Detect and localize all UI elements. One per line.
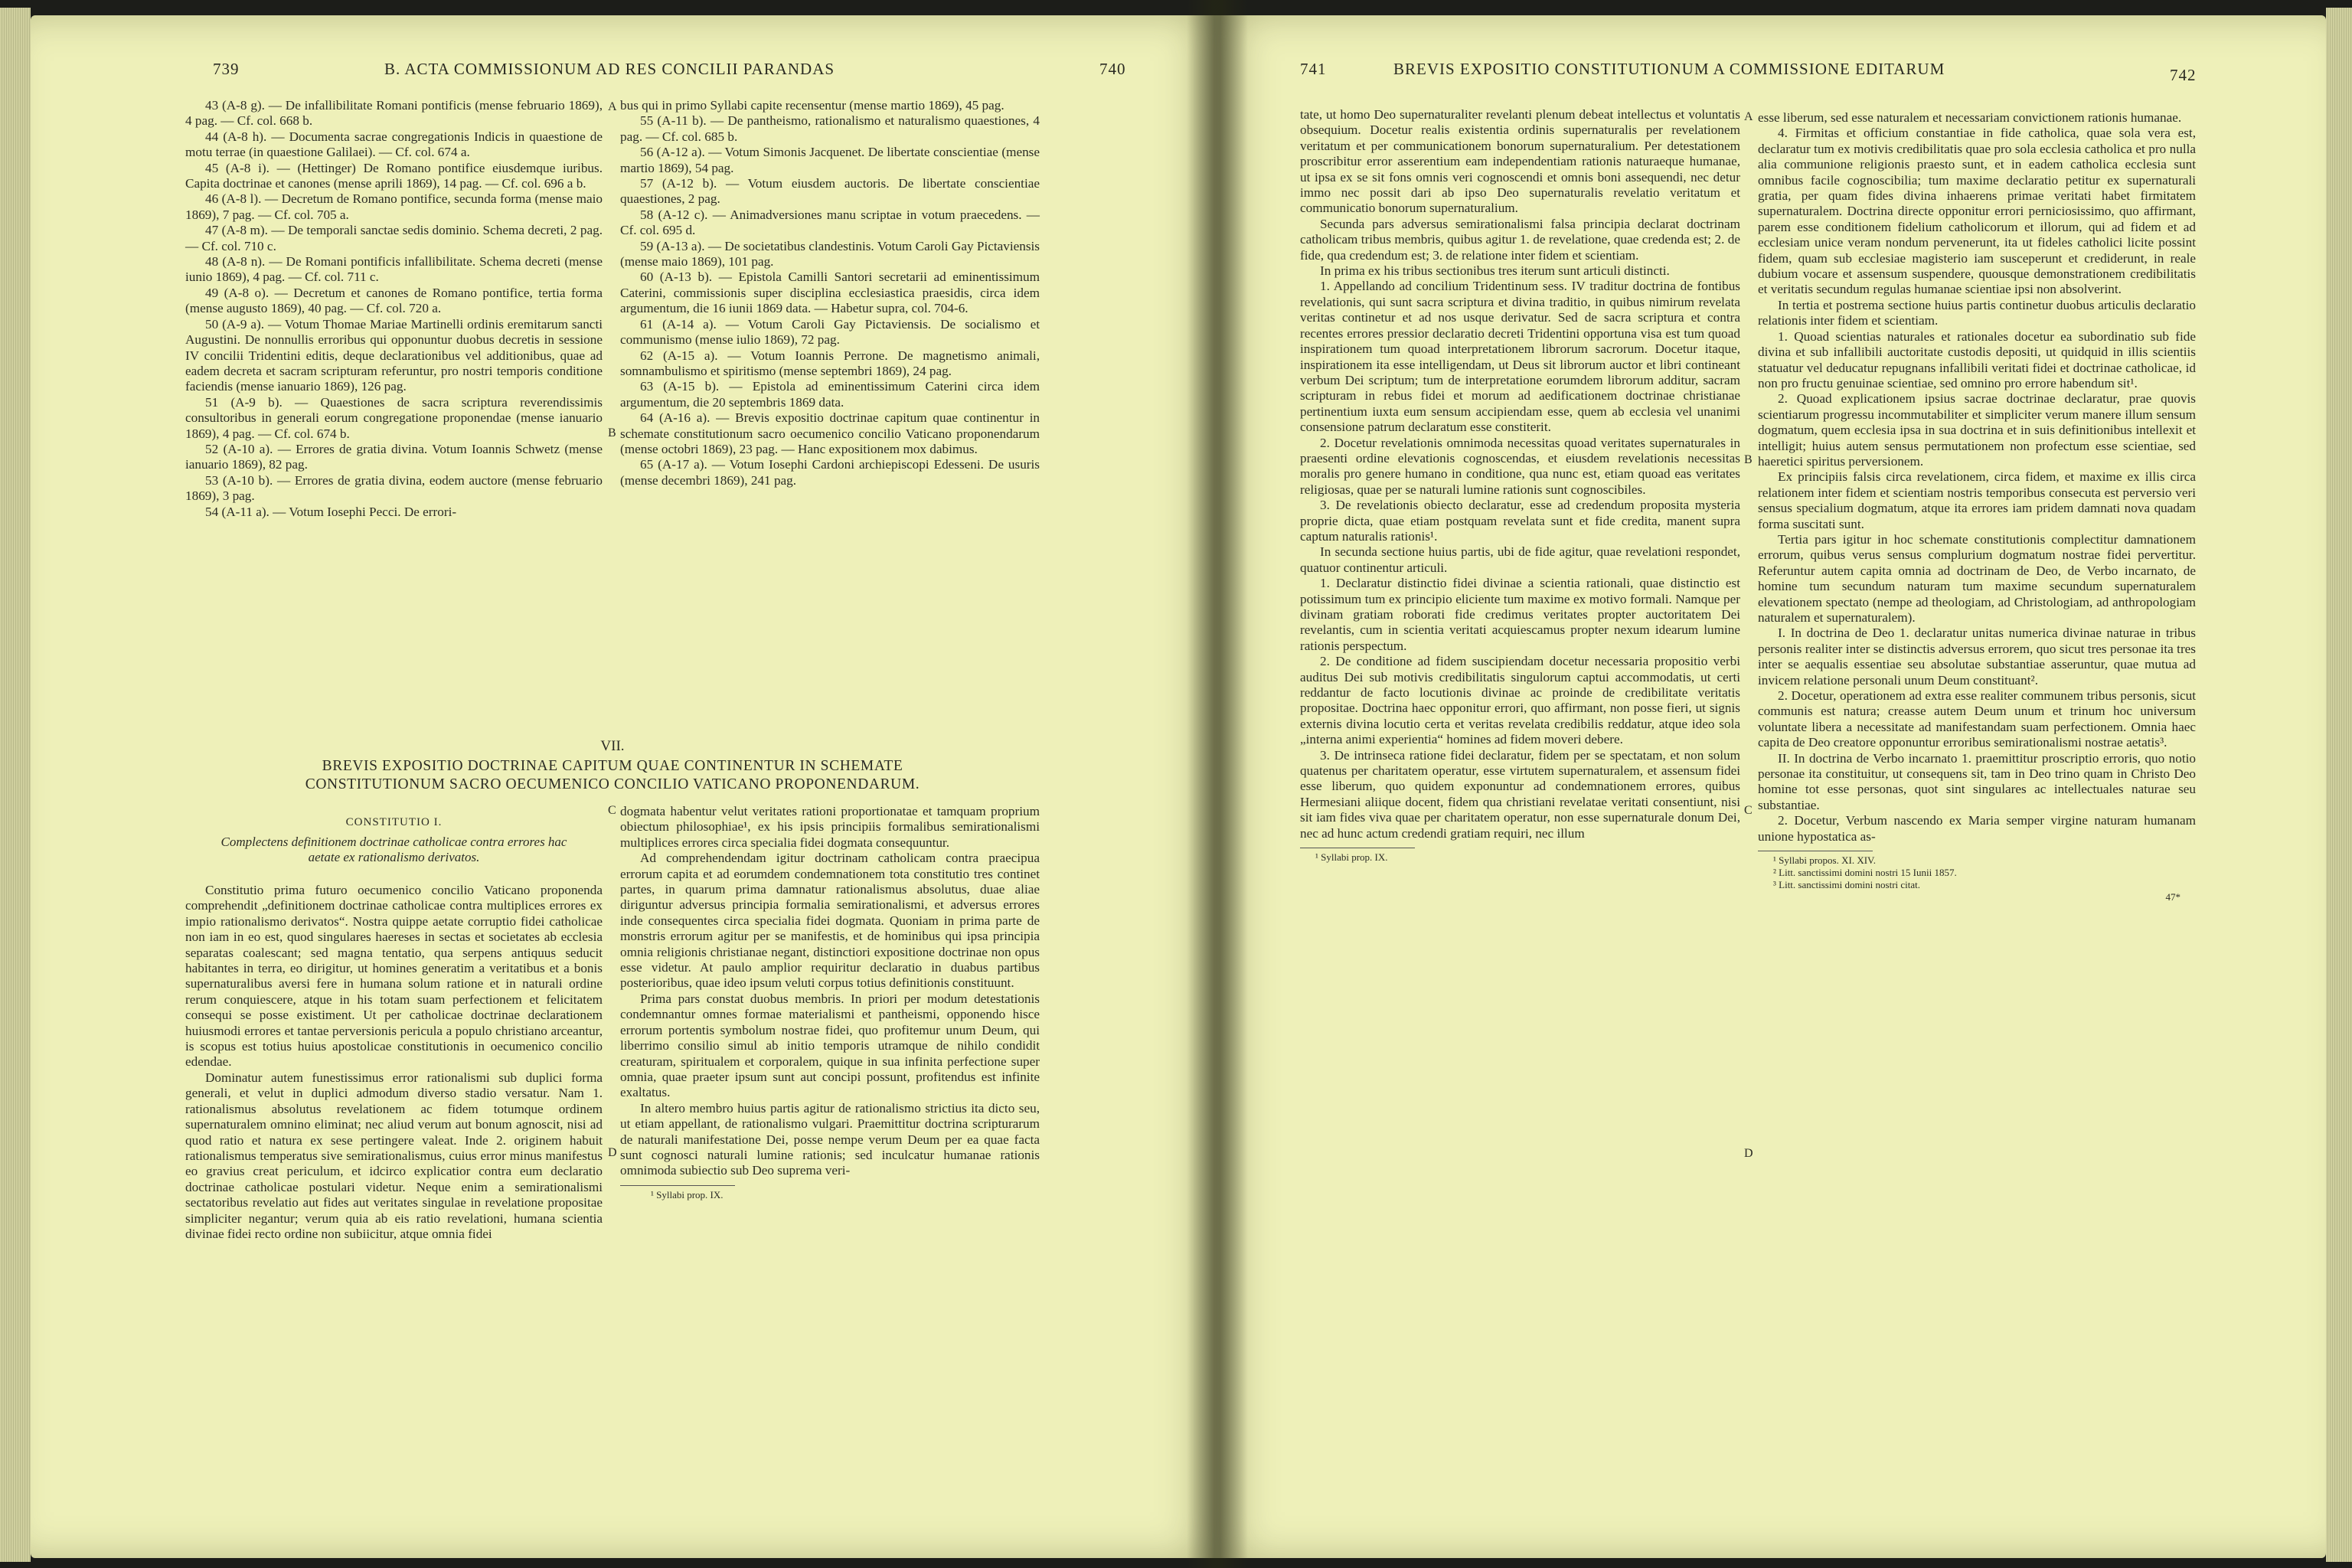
list-item: 45 (A-8 i). — (Hettinger) De Romano pontifice eiusdemque iuribus. Capita doctrinae et canones (mense aprili 1869), 14 pag. — Cf. col. 696 a b. — [185, 160, 603, 191]
list-item: 57 (A-12 b). — Votum eiusdem auctoris. De libertate conscientiae quaestiones, 2 pag. — [620, 176, 1040, 207]
list-item: 63 (A-15 b). — Epistola ad eminentissimum Caterini circa idem argumentum, die 20 septembris 1869 data. — [620, 379, 1040, 410]
page-number-739: 739 — [213, 60, 240, 78]
left-page — [31, 15, 1219, 1558]
footnote: ¹ Syllabi prop. IX. — [1315, 851, 1388, 864]
paragraph: 2. De conditione ad fidem suscipiendam docetur necessaria propositio verbi auditus Dei sub motivis credibilitatis singulorum captui accommodatis, ut certi reddantur de facto locutionis divinae ac proinde de credibilitate veritatis propositae. Doctrina haec opponitur errori, quo affirmant, non posse fieri, ut signis externis divina locutio certa et veritas revelata credibilis reddatur, atque ideo sola „interna animi experientia“ homines ad fidem moveri debere. — [1300, 654, 1740, 747]
paragraph: Ad comprehendendam igitur doctrinam catholicam contra praecipua errorum capita et ad eorumdem condemnationem tota constitutio tres continet partes, in quarum prima damnatur rationalismus absolutus, duae aliae diriguntur adversus principia formalia semirationalismi, et adversus errores inde consequentes circa specialia fidei dogmata. Quoniam in prima parte de monstris errorum agitur per se manifestis, et de hominibus qui ipsa principia omnia religionis christianae negant, distinctiori expositione doctrinae non opus esse videtur. At paulo amplior requiritur declaratio in duabus partibus posterioribus, quae ideo ipsum veluti corpus totius definitionis constituunt. — [620, 851, 1040, 991]
section-number: VII. — [600, 738, 625, 754]
list-item: bus qui in primo Syllabi capite recensentur (mense martio 1869), 45 pag. — [620, 98, 1004, 113]
paragraph: 1. Appellando ad concilium Tridentinum sess. IV traditur doctrina de fontibus revelationis, qui sunt sacra scriptura et divina traditio, in quibus nimirum revelata veritas continetur et ad nos usque derivatur. Sed de sacra scriptura et contra recentes errores pressior declaratio decreti Tridentini opportuna visa est tum quoad inspirationem tum quoad interpretationem librorum sacrorum. Docetur itaque, inspirationem ita esse intelligendam, ut Deus sit librorum auctor et libri contineant verbum Dei scriptum; tum de interpretatione eorumdem librorum additur, sacram scripturam in rebus fidei et morum ad aedificationem doctrinae christianae pertinentium iuxta eum sensum accipiendam esse, quem ab ecclesia vel unanimi consensione patrum declaratum esse constiterit. — [1300, 279, 1740, 435]
margin-letter-d: D — [1744, 1147, 1753, 1160]
paragraph: Dominatur autem funestissimus error rationalismi sub duplici forma generali, et velut in duplici admodum diverso stadio versatur. Nam 1. rationalismus absolutus revelationem ac fidem totumque ordinem supernaturalem omnino eliminat; nec aliud verum aut bonum agnoscit, nisi ad quod ratio et natura ex sese pertingere valeat. Inde 2. originem habuit rationalismus temperatus sive semirationalismus, cuius error minus manifestus eo gravius creat periculum, et idcirco explicatior contra eum declaratio doctrinae catholicae postulari videtur. Neque enim a semirationalismi sectatoribus revelatio aut fides aut veritates singulae in revelatione propositae simpliciter negantur; verum quia ab eis ratio revelationi, humana scientia divinae fidei recto ordine non subiicitur, atque omnia fidei — [185, 1070, 603, 1241]
paragraph: 1. Declaratur distinctio fidei divinae a scientia rationali, quae distinctio est potissimum tum ex principio eliciente tum maxime ex motivo formali. Namque per divinam gratiam roborati fide credimus veritates propter auctoritatem Dei revelantis, cum in scientia veritati acquiescamus propter nexum idearum lumine rationis perspectum. — [1300, 576, 1740, 653]
left-column-2 — [620, 98, 1040, 488]
paragraph: 3. De intrinseca ratione fidei declaratur, fidem per se spectatam, et non solum quatenus per charitatem operatur, esse virtutem supernaturalem, et assensum fidei esse liberum, quo quidem exponuntur ad condemnationem errores, quibus Hermesiani aliique docent, fidem qua christiani revelatae veritati consentiunt, nisi sit iam fides viva quae per charitatem operatur, non esse supernaturale donum Dei, nec ad hunc actum credendi gratiam requiri, nec illum — [1300, 747, 1740, 841]
page-edges-left — [0, 8, 31, 1562]
list-item: 50 (A-9 a). — Votum Thomae Mariae Martinelli ordinis eremitarum sancti Augustini. De nonnullis erroribus qui opponuntur duobus decretis in sessione IV concilii Tridentini editis, deque declarationibus vel additionibus, quae ad eadem decreta et sacram scripturam referuntur, pro nostri temporis conditione faciendis (mense ianuario 1869), 126 pag. — [185, 316, 603, 394]
footnote: ¹ Syllabi propos. XI. XIV. — [1773, 854, 1877, 867]
list-item: 61 (A-14 a). — Votum Caroli Gay Pictaviensis. De socialismo et communismo (mense iulio 1869), 72 pag. — [620, 316, 1040, 348]
paragraph: 4. Firmitas et officium constantiae in fide catholica, quae sola vera est, declaratur tum ex motivis credibilitatis quae pro sola ecclesia catholica et pro nulla alia communione religionis praesto sunt, et in eadem catholica ecclesia sunt omnibus facile cognoscibilia; tum maxime declaratio petitur ex supernaturali gratia, per quam fides divina inhaerens primae veritati habet firmitatem supernaturalem. Doctrina directe opponitur errori perniciosissimo, quo affirmant, parem esse conditionem fidelium catholicorum et illorum, qui ad fidem et ad ecclesiam unice veram nondum pervenerunt, ita ut fideles catholici licite possint fidem, quam sub ecclesiae magisterio iam susceperunt et crediderunt, in reale dubium vocare et assensum suspendere, quousque demonstrationem credibilitatis et veritatis secundum regulas humanae scientiae ipsi non absolverint. — [1758, 126, 2196, 297]
margin-letter-c: C — [608, 804, 616, 817]
margin-letter-b: B — [1744, 453, 1753, 466]
list-item: 47 (A-8 m). — De temporali sanctae sedis dominio. Schema decreti, 2 pag. — Cf. col. 710 c. — [185, 223, 603, 253]
margin-letter-d: D — [608, 1146, 617, 1159]
left-column-4 — [620, 804, 1040, 1201]
signature-mark: 47* — [2165, 891, 2180, 903]
paragraph: 2. Docetur, Verbum nascendo ex Maria semper virgine naturam humanam unione hypostatica as- — [1758, 813, 2196, 844]
list-item: 52 (A-10 a). — Errores de gratia divina. Votum Ioannis Schwetz (mense ianuario 1869), 82 pag. — [185, 441, 603, 472]
list-item: 58 (A-12 c). — Animadversiones manu scriptae in votum praecedens. — Cf. col. 695 d. — [620, 207, 1040, 238]
paragraph: Secunda pars adversus semirationalismi falsa principia declarat doctrinam catholicam tribus membris, quibus agitur 1. de revelatione, quae credenda est; 2. de fide, qua credendum est; 3. de relatione inter fidem et scientiam. — [1300, 216, 1740, 263]
paragraph: In altero membro huius partis agitur de rationalismo strictius ita dicto seu, ut etiam appellant, de rationalismo vulgari. Praemittitur doctrina scripturarum de naturali manifestatione Dei, posse nempe verum Deum per ea quae facta sunt cognosci naturali lumine rationis; sed inculcatur humanae rationis omnimoda subiectio sub Deo suprema veri- — [620, 1100, 1040, 1178]
footnote: ³ Litt. sanctissimi domini nostri citat. — [1773, 879, 1921, 891]
paragraph: 2. Quoad explicationem ipsius sacrae doctrinae declaratur, prae quovis scientiarum progressu incommutabiliter et simpliciter verum manere illum sensum dogmatum, quem ecclesia ipsa in sua doctrina et in suis definitionibus intellexit et intelligit; huius autem sensus permutationem non profectum esse scientiae, sed haeretici spiritus perversionem. — [1758, 391, 2196, 469]
right-column-2 — [1758, 110, 2196, 903]
constitution-heading: CONSTITUTIO I. — [345, 816, 443, 828]
list-item: 60 (A-13 b). — Epistola Camilli Santori secretarii ad eminentissimum Caterini, commissionis super disciplina ecclesiastica praesidis, circa idem argumentum, die 16 iunii 1869 data. — Habetur supra, col. 704-6. — [620, 270, 1040, 316]
margin-letter-a: A — [1744, 110, 1753, 123]
footnote: ² Litt. sanctissimi domini nostri 15 Iunii 1857. — [1773, 867, 1957, 879]
paragraph: In secunda sectione huius partis, ubi de fide agitur, quae revelationi respondet, quatuor continentur articuli. — [1300, 544, 1740, 575]
paragraph: II. In doctrina de Verbo incarnato 1. praemittitur proscriptio erroris, quo notio personae ita constituitur, ut consequens sit, tam in Deo trino quam in Christo Deo homine tot esse personas, quot sint singulares ac intellectuales naturae seu substantiae. — [1758, 750, 2196, 812]
paragraph: Constitutio prima futuro oecumenico concilio Vaticano proponenda comprehendit „definitionem doctrinae catholicae contra multiplices errores ex impio rationalismo derivatos“. Nostra quippe aetate corruptio fidei catholicae non iam in eo est, quod singulares haereses in sectas et societates ab ecclesia separatas coalescant; sed magna tentatio, qua serpens antiquus seducit habitantes in terra, eo dirigitur, ut homines generatim a veritatibus et a bonis supernaturalibus aversi fere in humana solum ratione et in naturali ordine rerum conquiescere, atque in his totam suam perfectionem et felicitatem consequi se posse existiment. Ut per catholicae doctrinae declarationem huiusmodi errores et tantae perversionis pericula a populo christiano arceantur, is scopus est totius huius apostolicae constitutionis in oecumenico concilio edendae. — [185, 883, 603, 1070]
paragraph: 1. Quoad scientias naturales et rationales docetur ea subordinatio sub fide divina et sub infallibili auctoritate custodis depositi, ut quidquid in illis scientiis statuatur vel deducatur repugnans infallibili veritati fidei et doctrinae catholicae, id non pro fructu genuinae scientiae, sed omnino pro errore habendum sit¹. — [1758, 328, 2196, 390]
left-column-3 — [185, 883, 603, 1242]
paragraph: In prima ex his tribus sectionibus tres iterum sunt articuli distincti. — [1320, 263, 1670, 279]
paragraph: Prima pars constat duobus membris. In priori per modum detestationis condemnantur omnes formae materialismi et pantheismi, opponendo hisce errorum portentis symbolum nostrae fidei, quo profitemur unum Deum, qui liberrimo consilio simul ab initio temporis utramque de nihilo condidit creaturam, spiritualem et corporalem, quique in sua infinita perfectione super omnia, quae praeter ipsum sunt aut concipi possunt, profitendus est infinite exaltatus. — [620, 991, 1040, 1100]
paragraph: Ex principiis falsis circa revelationem, circa fidem, et maxime ex illis circa relationem inter fidem et scientiam nostris temporibus consecuta est perversio veri sensus specialium dogmatum, atque ita errores iam pridem damnati nova quadam forma suscitati sunt. — [1758, 469, 2196, 531]
running-head-left: B. ACTA COMMISSIONUM AD RES CONCILII PARANDAS — [384, 60, 835, 78]
left-column-1 — [185, 98, 603, 520]
constitution-subtitle: Complectens definitionem doctrinae catholicae contra errores hac aetate ex rationalismo derivatos. — [220, 835, 567, 864]
paragraph: 3. De revelationis obiecto declaratur, esse ad credendum proposita mysteria proprie dicta, quae etiam postquam revelata sunt et fide credita, manent supra captum naturalis rationis¹. — [1300, 498, 1740, 544]
list-item: 46 (A-8 l). — Decretum de Romano pontifice, secunda forma (mense maio 1869), 7 pag. — Cf. col. 705 a. — [185, 191, 603, 222]
list-item: 51 (A-9 b). — Quaestiones de sacra scriptura reverendissimis consultoribus in generali eorum congregatione proponendae (mense ianuario 1869), 4 pag. — Cf. col. 674 b. — [185, 394, 603, 441]
right-page — [1216, 15, 2326, 1558]
paragraph: 2. Docetur revelationis omnimoda necessitas quoad veritates supernaturales in praesenti ordine elevationis cognoscendas, et eiusdem revelationis necessitas moralis pro genere humano in conditione, qua nunc est, etiam quoad eas veritates religiosas, quae per se naturali lumine rationis sunt cognoscibiles. — [1300, 435, 1740, 497]
list-item: 49 (A-8 o). — Decretum et canones de Romano pontifice, tertia forma (mense augusto 1869), 40 pag. — Cf. col. 720 a. — [185, 285, 603, 316]
margin-letter-a: A — [608, 100, 617, 113]
page-edges-right — [2326, 8, 2352, 1562]
margin-letter-c: C — [1744, 804, 1753, 817]
page-number-740: 740 — [1099, 60, 1126, 78]
running-head-right: BREVIS EXPOSITIO CONSTITUTIONUM A COMMISSIONE EDITARUM — [1393, 60, 1945, 78]
list-item: 56 (A-12 a). — Votum Simonis Jacquenet. De libertate conscientiae (mense martio 1869), 54 pag. — [620, 145, 1040, 175]
list-item: 43 (A-8 g). — De infallibilitate Romani pontificis (mense februario 1869), 4 pag. — Cf. col. 668 b. — [185, 98, 603, 129]
paragraph: 2. Docetur, operationem ad extra esse realiter communem tribus personis, sicut communis est natura; creasse autem Deum unum et trinum hoc universum voluntate libera a necessitate ad manifestandam suam perfectionem. Omnia haec capita de Deo creatore opponuntur erroribus semirationalismi nostrae aetatis³. — [1758, 688, 2196, 750]
paragraph: Tertia pars igitur in hoc schemate constitutionis complectitur damnationem errorum, quibus verus sensus complurium dogmatum nostrae fidei pervertitur. Referuntur autem capita omnia ad doctrinam de Deo, de Verbo incarnato, de homine tum secundum naturam tum maxime secundum supernaturalem elevationem spectato (nempe ad theologiam, ad Christologiam, ad anthropologiam naturalem et supernaturalem). — [1758, 531, 2196, 625]
paragraph: dogmata habentur velut veritates rationi proportionatae et tamquam proprium obiectum philosophiae¹, ex his ipsis principiis formalibus semirationalismi multiplices errores circa specialia fidei dogmata consequuntur. — [620, 804, 1040, 850]
list-item: 54 (A-11 a). — Votum Iosephi Pecci. De errori- — [205, 504, 457, 519]
paragraph: I. In doctrina de Deo 1. declaratur unitas numerica divinae naturae in tribus personis realiter inter se distinctis adversus errorem, quo sicut tres personae ita tres inter se aequalis essentiae seu absolutae substantiae asseruntur, quae mutua ad invicem relatione personali unum Deum constituant². — [1758, 626, 2196, 688]
paragraph: tate, ut homo Deo supernaturaliter revelanti plenum debeat intellectus et voluntatis obsequium. Docetur realis existentia ordinis supernaturalis per revelationem veritatum et per communicationem bonorum supernaturalium. Per detestationem proscribitur error asserentium eam independentiam rationis naturaeque humanae, ut ipsa ex se sit fons omnis veri cognoscendi et omnis boni assequendi, nec detur immo nec possit dari ab ipso Deo supernaturalis revelatio veritatum et communicatio bonorum supernaturalium. — [1300, 107, 1740, 216]
section-title-line-1: BREVIS EXPOSITIO DOCTRINAE CAPITUM QUAE CONTINENTUR IN SCHEMATE — [322, 758, 903, 774]
list-item: 62 (A-15 a). — Votum Ioannis Perrone. De magnetismo animali, somnambulismo et spiritismo (mense septembri 1869), 24 pag. — [620, 348, 1040, 378]
list-item: 65 (A-17 a). — Votum Iosephi Cardoni archiepiscopi Edesseni. De usuris (mense decembri 1869), 241 pag. — [620, 457, 1040, 488]
margin-letter-b: B — [608, 426, 616, 439]
list-item: 44 (A-8 h). — Documenta sacrae congregationis Indicis in quaestione de motu terrae (in quaestione Galilaei). — Cf. col. 674 a. — [185, 129, 603, 160]
paragraph: In tertia et postrema sectione huius partis continetur duobus articulis declaratio relationis inter fidem et scientiam. — [1758, 297, 2196, 328]
list-item: 48 (A-8 n). — De Romani pontificis infallibilitate. Schema decreti (mense iunio 1869), 4 pag. — Cf. col. 711 c. — [185, 254, 603, 285]
footnote-rule — [620, 1185, 735, 1186]
section-title-line-2: CONSTITUTIONUM SACRO OECUMENICO CONCILIO VATICANO PROPONENDARUM. — [305, 776, 920, 792]
page-number-742: 742 — [2170, 66, 2197, 84]
list-item: 64 (A-16 a). — Brevis expositio doctrinae capitum quae continentur in schemate constitutionum sacro oecumenico concilio Vaticano proponendarum (mense octobri 1869), 23 pag. — Hanc expositionem mox dabimus. — [620, 410, 1040, 456]
list-item: 53 (A-10 b). — Errores de gratia divina, eodem auctore (mense februario 1869), 3 pag. — [185, 472, 603, 504]
list-item: 55 (A-11 b). — De pantheismo, rationalismo et naturalismo quaestiones, 4 pag. — Cf. col. 685 b. — [620, 113, 1040, 144]
list-item: 59 (A-13 a). — De societatibus clandestinis. Votum Caroli Gay Pictaviensis (mense maio 1869), 101 pag. — [620, 238, 1040, 270]
footnote: ¹ Syllabi prop. IX. — [651, 1188, 724, 1200]
page-number-741: 741 — [1300, 60, 1327, 78]
paragraph: esse liberum, sed esse naturalem et necessariam convictionem rationis humanae. — [1758, 110, 2182, 125]
right-column-1 — [1300, 107, 1740, 864]
